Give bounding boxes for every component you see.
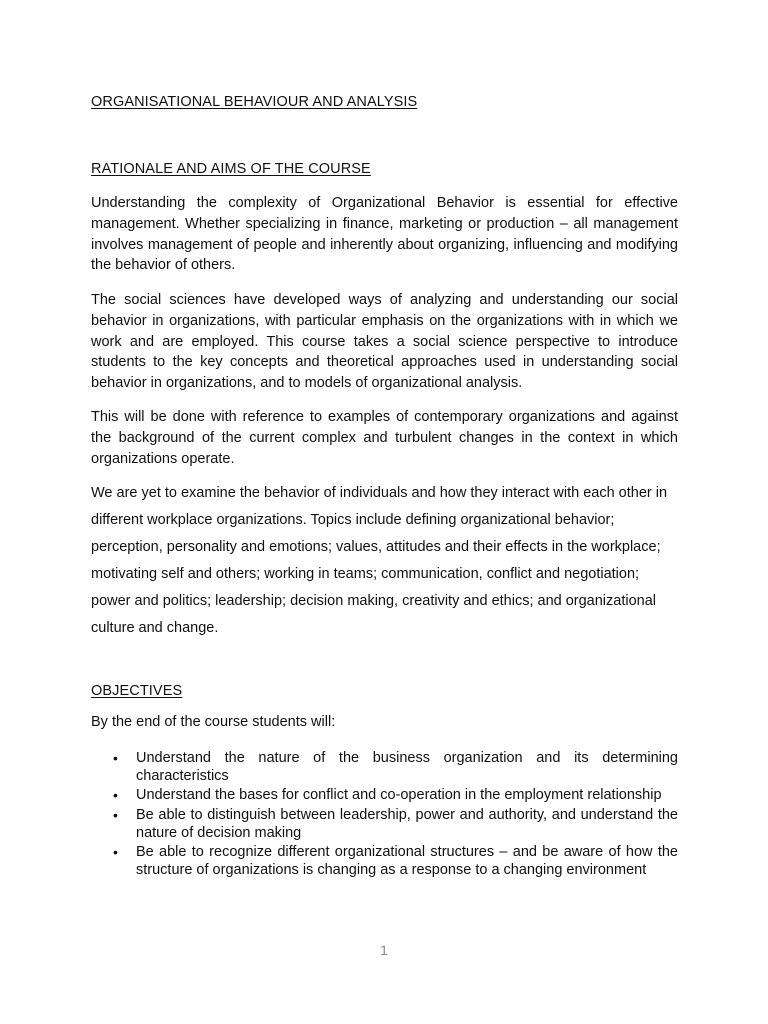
bullet-icon: • xyxy=(113,787,118,804)
objectives-list xyxy=(91,749,678,880)
list-item-text: Understand the bases for conflict and co-operation in the employment relationship xyxy=(136,787,662,804)
bullet-icon: • xyxy=(113,750,118,766)
paragraph-rationale-4: We are yet to examine the behavior of individuals and how they interact with each other in different workplace organizations. Topics include defining organizational behavior; perception, personality and emotions; values, attitudes and their effects in the workplace; motivating self and others; working in teams; communication, conflict and negotiation; power and politics; leadership; decision making, creativity and ethics; and organizational culture and change. xyxy=(91,485,668,636)
list-item xyxy=(91,843,678,879)
section-heading-rationale: RATIONALE AND AIMS OF THE COURSE xyxy=(91,161,371,177)
list-item xyxy=(91,749,678,785)
bullet-icon: • xyxy=(113,806,118,823)
list-item-text: Understand the nature of the business organization and its determining characteristics xyxy=(136,750,678,784)
list-item-text: Be able to distinguish between leadership, power and authority, and understand the nature of decision making xyxy=(136,806,678,841)
section-heading-objectives: OBJECTIVES xyxy=(91,683,183,699)
paragraph-rationale-1: Understanding the complexity of Organizational Behavior is essential for effective management. Whether specializing in finance, marketing or production – all management involves management of people and inherently about organizing, influencing and modifying the behavior of others. xyxy=(91,195,678,274)
document-title: ORGANISATIONAL BEHAVIOUR AND ANALYSIS xyxy=(91,94,418,110)
paragraph-rationale-2: The social sciences have developed ways of analyzing and understanding our social behavior in organizations, with particular emphasis on the organizations with in which we work and are employed. This course takes a social science perspective to introduce students to the key concepts and theoretical approaches used in understanding social behavior in organizations, and to models of organizational analysis. xyxy=(91,292,678,392)
objectives-intro: By the end of the course students will: xyxy=(91,714,336,730)
list-item-text: Be able to recognize different organizational structures – and be aware of how the structure of organizations is changing as a response to a changing environment xyxy=(136,843,678,878)
paragraph-rationale-3: This will be done with reference to examples of contemporary organizations and against the background of the current complex and turbulent changes in the context in which organizations operate. xyxy=(91,409,678,467)
page-number: 1 xyxy=(380,942,388,958)
list-item xyxy=(91,786,678,804)
list-item xyxy=(91,806,678,842)
bullet-icon: • xyxy=(113,843,118,860)
